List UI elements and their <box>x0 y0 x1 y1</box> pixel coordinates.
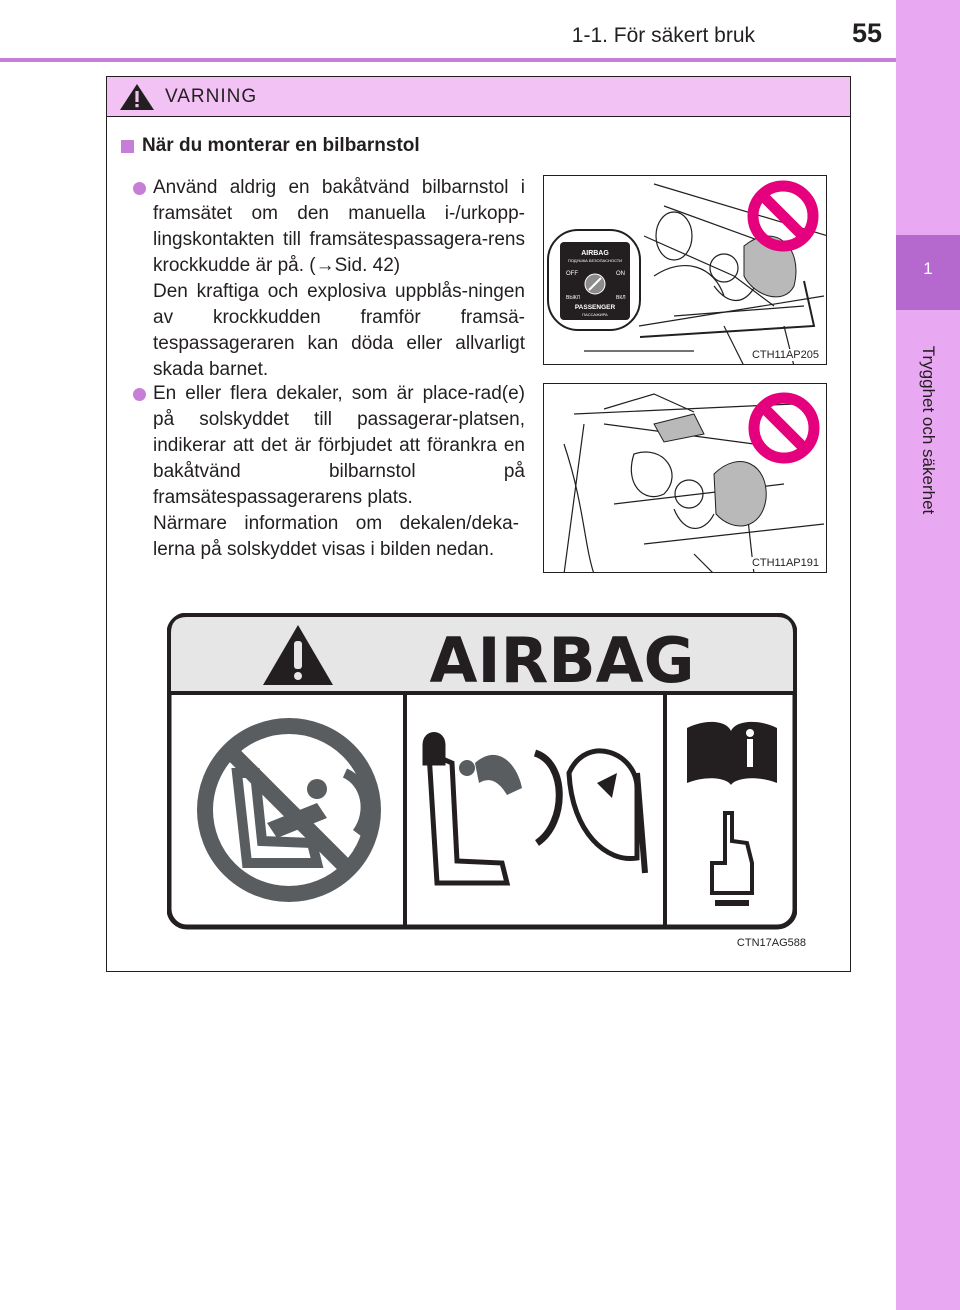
bullet-item <box>133 381 525 511</box>
chapter-side-tab <box>896 0 960 1310</box>
square-bullet-icon <box>121 140 134 153</box>
bullet-item <box>133 175 525 383</box>
figure-code: CTH11AP191 <box>751 557 819 569</box>
chapter-label: Trygghet och säkerhet <box>919 345 938 515</box>
note-text: Närmare information om dekalen/deka-lerna på solskyddet visas i bilden nedan. <box>153 513 519 560</box>
warning-box <box>106 76 851 972</box>
bullet-text-continued: Den kraftiga och explosiva uppblås-ningen av krockkudden framför framsä-tespassageraren kan döda eller allvarligt skada barnet. <box>153 281 525 380</box>
switch-off: OFF <box>566 271 578 277</box>
warning-triangle-icon <box>119 83 155 111</box>
warning-title: VARNING <box>165 86 258 107</box>
label-figure-code: CTN17AG588 <box>736 937 806 949</box>
header-rule <box>0 58 896 62</box>
switch-on: ON <box>616 271 625 277</box>
switch-off-ru: ВЫКЛ <box>566 295 580 301</box>
page-number: 55 <box>851 18 882 48</box>
bullet-dot-icon <box>133 388 146 401</box>
illustration-airbag-switch <box>543 175 827 365</box>
illustration-sun-visor <box>543 383 827 573</box>
switch-on-ru: ВКЛ <box>616 295 626 301</box>
chapter-number-tab[interactable]: 1 <box>896 235 960 310</box>
airbag-warning-label <box>167 613 797 933</box>
bullet-dot-icon <box>133 182 146 195</box>
airbag-label-title: AIRBAG <box>429 624 695 697</box>
section-title: 1-1. För säkert bruk <box>571 24 755 47</box>
prohibited-sign-icon <box>754 398 814 458</box>
section-heading-text: När du monterar en bilbarnstol <box>142 135 420 156</box>
bullet-text: En eller flera dekaler, som är place-rad(e) på solskyddet till passagerar-platsen, indikerar att det är förbjudet att förankra en bakåtvänd bilbarnstol på framsätespassagerarens plats. <box>153 383 525 508</box>
figure-code: CTH11AP205 <box>751 349 819 361</box>
switch-passenger: PASSENGER <box>574 304 616 311</box>
switch-title: AIRBAG <box>581 250 609 257</box>
bullet-text: Använd aldrig en bakåtvänd bilbarnstol i framsätet om den manuella i-/urkopp-lingskontakten till framsätespassagera-rens krockkudde är på. (→Sid. 42) <box>153 177 525 276</box>
warning-header <box>107 77 850 117</box>
airbag-switch-panel <box>548 230 640 330</box>
car-interior-illustration <box>544 176 827 365</box>
switch-passenger-ru: ПАССАЖИРА <box>582 312 608 317</box>
section-heading <box>121 135 420 157</box>
manual-book-icon <box>687 722 777 785</box>
switch-subtitle: ПОДУШКА БЕЗОПАСНОСТИ <box>567 258 623 263</box>
sun-visor-illustration <box>544 384 827 573</box>
